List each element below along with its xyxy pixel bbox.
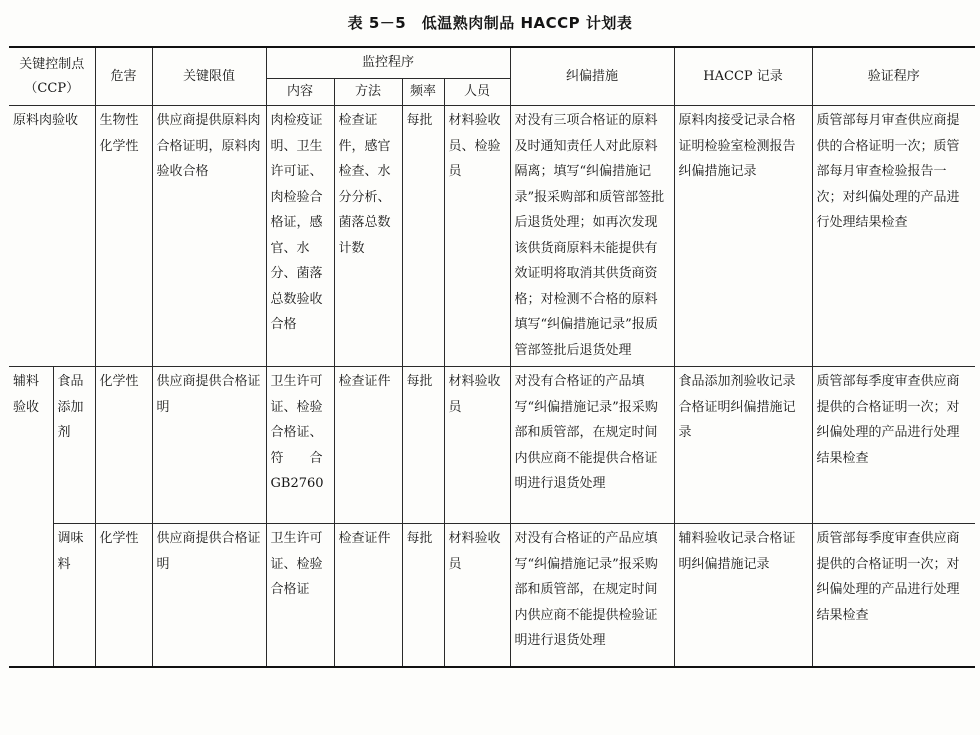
cell-content: 卫生许可证、检验合格证、符 合GB2760 bbox=[266, 367, 334, 524]
cell-method: 检查证件 bbox=[334, 367, 402, 524]
header-corrective: 纠偏措施 bbox=[510, 47, 674, 106]
cell-ccp-group: 辅料验收 bbox=[9, 367, 53, 668]
cell-frequency: 每批 bbox=[402, 524, 444, 668]
header-ccp-abbr: （CCP） bbox=[24, 80, 80, 96]
header-frequency: 频率 bbox=[402, 79, 444, 106]
cell-record: 辅料验收记录合格证明纠偏措施记录 bbox=[674, 524, 812, 668]
table-title: 表 5－5 低温熟肉制品 HACCP 计划表 bbox=[347, 14, 633, 32]
cell-ccp-item: 调味料 bbox=[53, 524, 95, 668]
cell-hazard: 生物性化学性 bbox=[95, 106, 152, 367]
header-ccp bbox=[9, 47, 95, 106]
cell-critical-limit: 供应商提供原料肉合格证明，原料肉验收合格 bbox=[152, 106, 266, 367]
cell-record: 食品添加剂验收记录合格证明纠偏措施记录 bbox=[674, 367, 812, 524]
header-record: HACCP 记录 bbox=[674, 47, 812, 106]
header-method: 方法 bbox=[334, 79, 402, 106]
cell-verification: 质管部每季度审查供应商提供的合格证明一次；对纠偏处理的产品进行处理结果检查 bbox=[812, 524, 975, 668]
header-critical-limit: 关键限值 bbox=[152, 47, 266, 106]
header-verification: 验证程序 bbox=[812, 47, 975, 106]
header-ccp-label: 关键控制点 bbox=[19, 56, 85, 72]
cell-critical-limit: 供应商提供合格证明 bbox=[152, 524, 266, 668]
cell-critical-limit: 供应商提供合格证明 bbox=[152, 367, 266, 524]
cell-corrective: 对没有合格证的产品填写“纠偏措施记录”报采购部和质管部，在规定时间内供应商不能提供合格证明进行退货处理 bbox=[510, 367, 674, 524]
cell-hazard: 化学性 bbox=[95, 524, 152, 668]
cell-person: 材料验收员 bbox=[444, 524, 510, 668]
cell-hazard: 化学性 bbox=[95, 367, 152, 524]
cell-corrective: 对没有三项合格证的原料及时通知责任人对此原料隔离；填写“纠偏措施记录”报采购部和质管部签批后退货处理；如再次发现该供货商原料未能提供有效证明将取消其供货商资格；对检测不合格的原料填写“纠偏措施记录”报质管部签批后退货处理 bbox=[510, 106, 674, 367]
table-row bbox=[9, 367, 975, 524]
cell-ccp-item: 食品添加剂 bbox=[53, 367, 95, 524]
cell-person: 材料验收员、检验员 bbox=[444, 106, 510, 367]
cell-method: 检查证件 bbox=[334, 524, 402, 668]
header-content: 内容 bbox=[266, 79, 334, 106]
header-hazard: 危害 bbox=[95, 47, 152, 106]
cell-verification: 质管部每季度审查供应商提供的合格证明一次；对纠偏处理的产品进行处理结果检查 bbox=[812, 367, 975, 524]
header-person: 人员 bbox=[444, 79, 510, 106]
cell-method: 检查证件，感官检查、水分分析、菌落总数计数 bbox=[334, 106, 402, 367]
cell-content: 卫生许可证、检验合格证 bbox=[266, 524, 334, 668]
haccp-plan-table bbox=[9, 46, 975, 668]
cell-frequency: 每批 bbox=[402, 106, 444, 367]
cell-ccp: 原料肉验收 bbox=[9, 106, 95, 367]
cell-verification: 质管部每月审查供应商提供的合格证明一次；质管部每月审查检验报告一次；对纠偏处理的产品进行处理结果检查 bbox=[812, 106, 975, 367]
cell-person: 材料验收员 bbox=[444, 367, 510, 524]
header-monitoring: 监控程序 bbox=[266, 47, 510, 79]
cell-record: 原料肉接受记录合格证明检验室检测报告纠偏措施记录 bbox=[674, 106, 812, 367]
table-row bbox=[9, 524, 975, 668]
cell-content: 肉检疫证明、卫生许可证、肉检验合格证，感官、水分、菌落总数验收合格 bbox=[266, 106, 334, 367]
cell-frequency: 每批 bbox=[402, 367, 444, 524]
table-row bbox=[9, 106, 975, 367]
cell-corrective: 对没有合格证的产品应填写“纠偏措施记录”报采购部和质管部，在规定时间内供应商不能提供检验证明进行退货处理 bbox=[510, 524, 674, 668]
